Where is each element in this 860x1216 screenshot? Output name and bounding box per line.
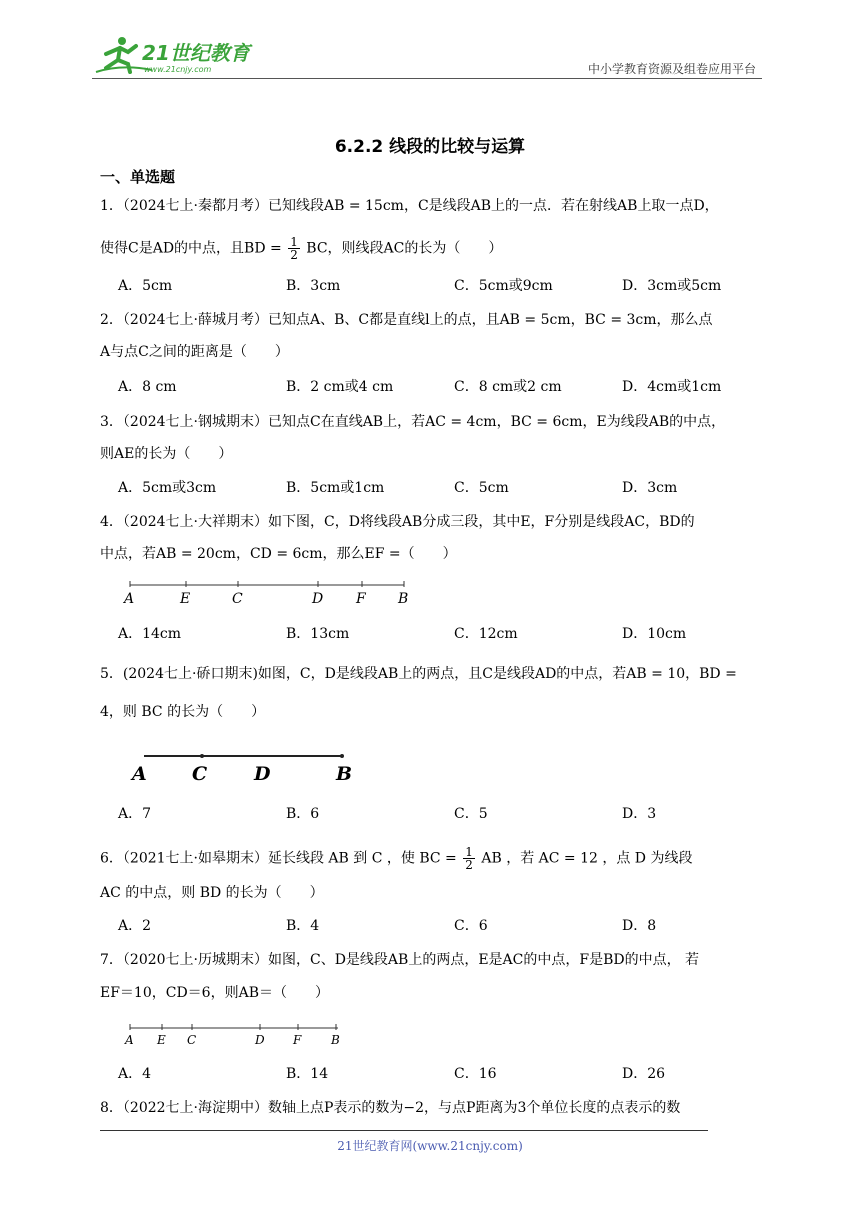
header-divider (92, 78, 762, 79)
question-8-line-1: 8．（2022七上·海淀期中）数轴上点P表示的数为−2，与点P距离为3个单位长度的点表示的数 (100, 1100, 681, 1116)
q4-segment-figure (118, 578, 418, 608)
q1-option-b[interactable]: B．3cm (286, 278, 341, 294)
question-5-line-1: 5．(2024七上·硚口期末)如图，C，D是线段AB上的两点，且C是线段AD的中点，若AB = 10，BD = (100, 666, 737, 682)
q1-option-c[interactable]: C．5cm或9cm (454, 278, 553, 294)
question-3-line-1: 3．（2024七上·钢城期末）已知点C在直线AB上，若AC = 4cm，BC = 6cm，E为线段AB的中点， (100, 414, 726, 430)
q5-segment-figure (126, 746, 366, 786)
q4-option-c[interactable]: C．12cm (454, 626, 518, 642)
q5-option-d[interactable]: D．3 (622, 806, 657, 822)
point-label: A (124, 591, 135, 607)
q2-option-b[interactable]: B．2 cm或4 cm (286, 379, 394, 395)
footer-divider (100, 1130, 708, 1131)
question-2-line-2: A与点C之间的距离是（ ） (100, 344, 289, 360)
q3-option-d[interactable]: D．3cm (622, 480, 678, 496)
point-label: F (293, 1033, 302, 1047)
question-5-line-2: 4，则 BC 的长为（ ） (100, 704, 266, 720)
point-label: D (255, 1033, 265, 1047)
fraction: $\frac{1}{2}$ (290, 235, 298, 262)
question-4-line-2: 中点，若AB = 20cm，CD = 6cm，那么EF =（ ） (100, 546, 457, 562)
logo-runner-icon (92, 34, 262, 78)
question-7-line-1: 7．（2020七上·历城期末）如图，C、D是线段AB上的两点，E是AC的中点，F是BD的中点， 若 (100, 952, 700, 968)
point-label: D (254, 763, 271, 785)
q7-option-a[interactable]: A．4 (118, 1066, 152, 1082)
q1-option-a[interactable]: A．5cm (118, 278, 173, 294)
question-6-line-1: 6．（2021七上·如皋期末）延长线段 AB 到 C ，使 BC = $\frac{1}{2}$ AB ，若 AC = 12 ，点 D 为线段 (100, 845, 693, 872)
point-label: C (187, 1033, 197, 1047)
footer-link[interactable]: 21世纪教育网(www.21cnjy.com) (337, 1139, 523, 1153)
q4-option-b[interactable]: B．13cm (286, 626, 350, 642)
question-4-line-1: 4．（2024七上·大祥期末）如下图，C，D将线段AB分成三段，其中E，F分别是线段AC，BD的 (100, 514, 695, 530)
q7-option-d[interactable]: D．26 (622, 1066, 666, 1082)
question-3-line-2: 则AE的长为（ ） (100, 446, 233, 462)
q3-option-c[interactable]: C．5cm (454, 480, 509, 496)
point-label: C (192, 763, 208, 785)
point-label: D (312, 591, 324, 607)
point-label: A (132, 763, 147, 785)
q7-option-b[interactable]: B．14 (286, 1066, 329, 1082)
platform-tagline: 中小学教育资源及组卷应用平台 (587, 62, 756, 76)
section-heading: 一、单选题 (100, 168, 176, 186)
q5-option-b[interactable]: B．6 (286, 806, 320, 822)
q6-option-a[interactable]: A．2 (118, 918, 152, 934)
q4-option-a[interactable]: A．14cm (118, 626, 182, 642)
q6-option-d[interactable]: D．8 (622, 918, 657, 934)
fraction: $\frac{1}{2}$ (465, 845, 473, 872)
document-title: 6.2.2 线段的比较与运算 (334, 137, 526, 157)
q2-option-a[interactable]: A．8 cm (118, 379, 177, 395)
q3-option-b[interactable]: B．5cm或1cm (286, 480, 385, 496)
point-label: F (356, 591, 366, 607)
q1-option-d[interactable]: D．3cm或5cm (622, 278, 722, 294)
point-label: B (336, 763, 353, 785)
point-label: E (157, 1033, 166, 1047)
q4-option-d[interactable]: D．10cm (622, 626, 687, 642)
q3-option-a[interactable]: A．5cm或3cm (118, 480, 217, 496)
svg-text:21世纪教育: 21世纪教育 (142, 41, 250, 65)
question-7-line-2: EF＝10，CD＝6，则AB＝（ ） (100, 985, 329, 1001)
q7-option-c[interactable]: C．16 (454, 1066, 497, 1082)
point-label: B (331, 1033, 340, 1047)
svg-text:www.21cnjy.com: www.21cnjy.com (144, 65, 212, 74)
question-1-line-2: 使得C是AD的中点，且BD = $\frac{1}{2}$ BC，则线段AC的长为（ ） (100, 235, 503, 262)
q6-option-b[interactable]: B．4 (286, 918, 320, 934)
point-label: B (398, 591, 409, 607)
question-1-line-1: 1．（2024七上·秦都月考）已知线段AB = 15cm，C是线段AB上的一点．若在射线AB上取一点D， (100, 198, 719, 214)
point-label: E (180, 591, 191, 607)
point-label: A (125, 1033, 134, 1047)
q5-option-a[interactable]: A．7 (118, 806, 152, 822)
point-label: C (232, 591, 243, 607)
q2-option-d[interactable]: D．4cm或1cm (622, 379, 722, 395)
site-logo (92, 34, 262, 78)
question-6-line-2: AC 的中点，则 BD 的长为（ ） (100, 885, 324, 901)
q6-option-c[interactable]: C．6 (454, 918, 488, 934)
q7-segment-figure (122, 1020, 352, 1050)
q5-option-c[interactable]: C．5 (454, 806, 488, 822)
q2-option-c[interactable]: C．8 cm或2 cm (454, 379, 562, 395)
question-2-line-1: 2．（2024七上·薛城月考）已知点A、B、C都是直线l上的点，且AB = 5cm，BC = 3cm，那么点 (100, 312, 713, 328)
